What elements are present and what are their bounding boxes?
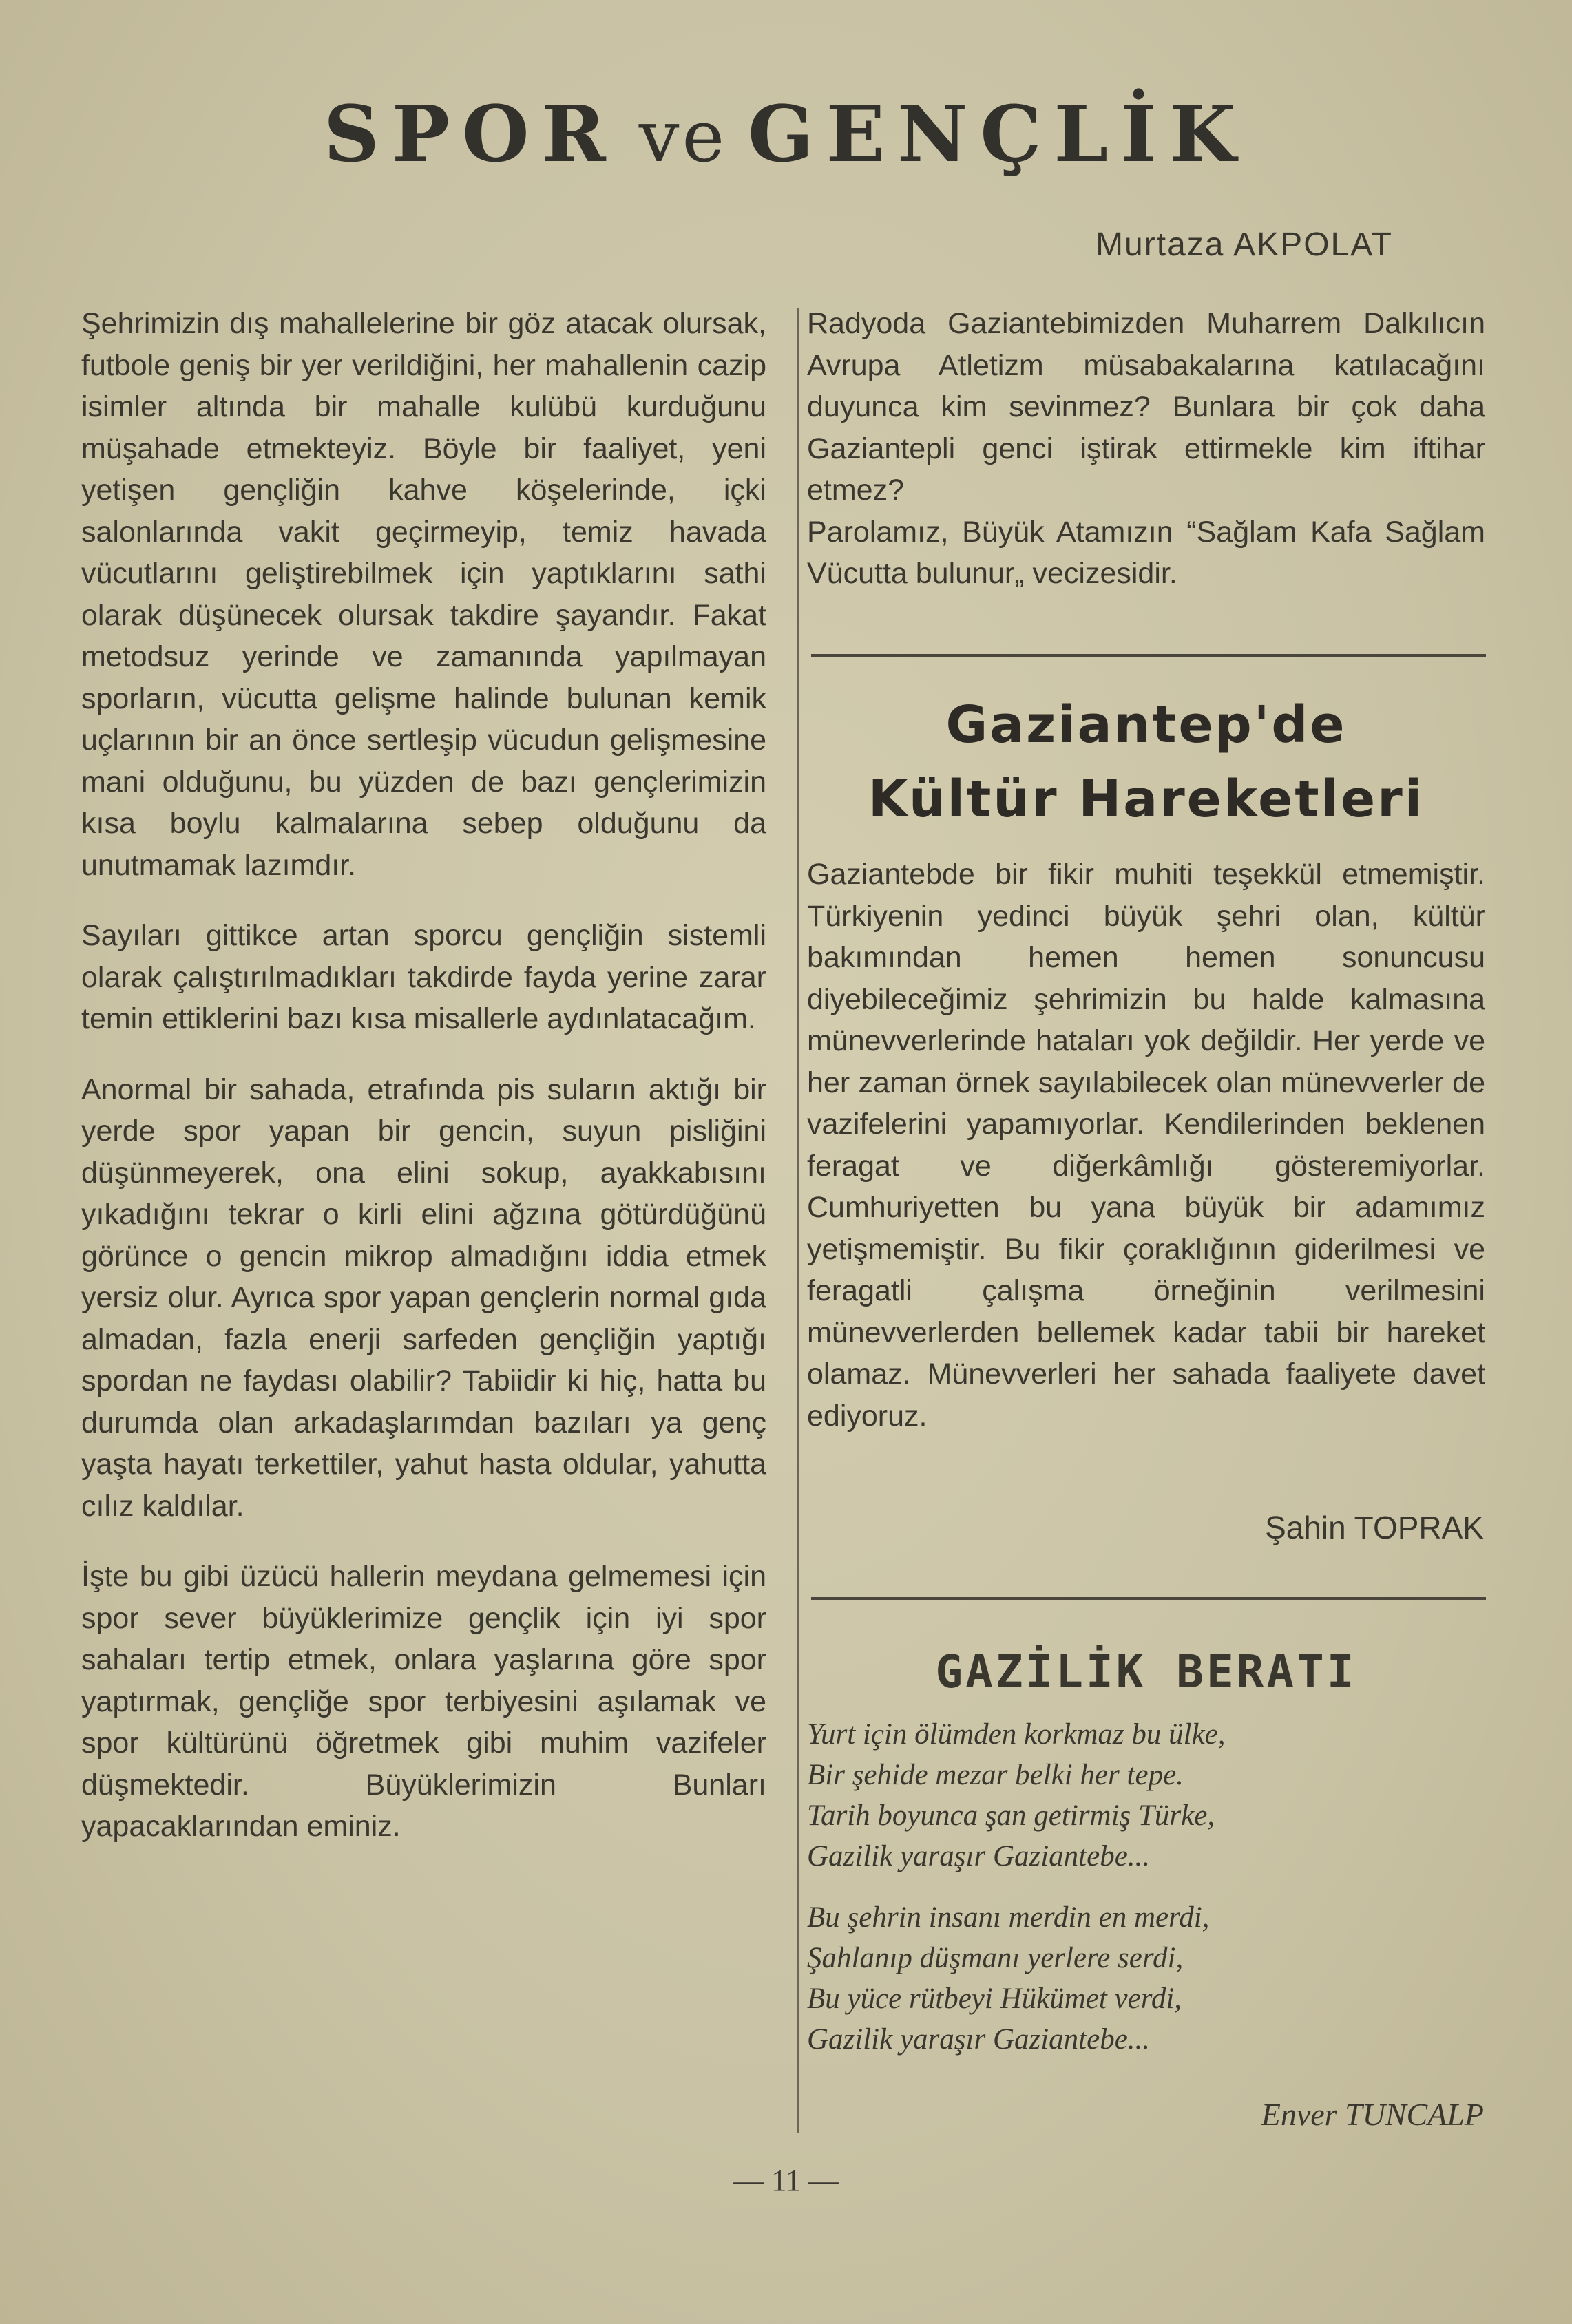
paragraph: Radyoda Gaziantebimizden Muharrem Dalkılıcın Avrupa Atletizm müsabakalarına katılacağını duyunca kim sevinmez? Bunlara bir çok daha Gaziantepli genci iştirak ettirmekle kim iftihar etmez? (807, 307, 1485, 507)
article3-author: Enver TUNCALP (1261, 2097, 1484, 2132)
section-rule (811, 1597, 1486, 1600)
page-title (0, 89, 1572, 180)
article2-author: Şahin TOPRAK (1265, 1510, 1484, 1545)
paragraph: Sayıları gittikce artan sporcu gençliğin sistemli olarak çalıştırılmadıkları takdirde fayda yerine zarar temin ettiklerini bazı kısa misallerle aydınlatacağım. (81, 919, 766, 1035)
article2-title-line1: Gaziantep'de (945, 695, 1347, 754)
poem-line: Gazilik yaraşır Gaziantebe... (807, 1840, 1151, 1872)
poem-line: Gazilik yaraşır Gaziantebe... (807, 2023, 1151, 2056)
paragraph: Parolamız, Büyük Atamızın “Sağlam Kafa Sağlam Vücutta bulunur„ vecizesidir. (807, 515, 1485, 590)
left-column (81, 303, 766, 1848)
paragraph: İşte bu gibi üzücü hallerin meydana gelmemesi için spor sever büyüklerimize gençlik için iyi spor sahaları tertip etmek, onlara yaşlarına göre spor yaptırmak, gençliğe spor terbiyesini aşılamak ve spor kültürünü öğretmek gibi muhim vazifeler düşmektedir. Büyüklerimizin Bunları yapacaklarından eminiz. (81, 1560, 766, 1843)
title-word-ve: ve (638, 94, 728, 178)
poem-line: Şahlanıp düşmanı yerlere serdi, (807, 1942, 1184, 1974)
title-word-spor: SPOR (323, 89, 618, 180)
paragraph: Gaziantebde bir fikir muhiti teşekkül etmemiştir. Türkiyenin yedinci büyük şehri olan, kültür bakımından hemen hemen sonuncusu diyebileceğimiz şehrimizin bu halde kalmasına münevverlerinde hataları yok değildir. Her yerde ve her zaman örnek sayılabilecek olan münevverler de vazifelerini yapamıyorlar. Kendilerinden beklenen feragat ve diğerkâmlığı gösteremiyorlar. Cumhuriyetten bu yana büyük bir adamımız yetişmemiştir. Bu fikir çoraklığının giderilmesi ve feragatli çalışma örneğinin verilmesini münevverlerden bellemek kadar tabii bir hareket olamaz. Münevverleri her sahada faaliyete davet ediyoruz. (807, 858, 1485, 1433)
poem-line: Tarih boyunca şan getirmiş Türke, (807, 1799, 1215, 1832)
title-word-genclik: GENÇLİK (748, 89, 1249, 180)
article-author: Murtaza AKPOLAT (1096, 226, 1393, 263)
paragraph: Şehrimizin dış mahallelerine bir göz atacak olursak, futbole geniş bir yer verildiğini, her mahallenin cazip isimler altında bir mahalle kulübü kurduğunu müşahade etmekteyiz. Böyle bir faaliyet, yeni yetişen gençliğin kahve köşelerinde, içki salonlarında vakit geçirmeyip, temiz havada vücutlarını geliştirebilmek için yaptıklarını sathi olarak düşünecek olursak takdire şayandır. Fakat metodsuz yerinde ve zamanında yapılmayan sporların, vücutta gelişme halinde bulunan kemik uçlarının bir an önce sertleşip vücudun gelişmesine mani olduğunu, bu yüzden de bazı gençlerimizin kısa boylu kalmalarına sebep olduğunu da unutmamak lazımdır. (81, 307, 766, 882)
article3-title: GAZİLİK BERATI (935, 1645, 1357, 1698)
paragraph: Anormal bir sahada, etrafında pis suların aktığı bir yerde spor yapan bir gencin, suyun pisliğini düşünmeyerek, ona elini sokup, ayakkabısını yıkadığını tekrar o kirli elini ağzına götürdüğünü görünce o gencin mikrop almadığını iddia etmek yersiz olur. Ayrıca spor yapan gençlerin normal gıda almadan, fazla enerji sarfeden gençliğin yaptığı spordan ne faydası olabilir? Tabiidir ki hiç, hatta bu durumda olan arkadaşlarımdan bazıları ya genç yaşta hayatı terkettiler, yahut hasta oldular, yahutta cılız kaldılar. (81, 1073, 766, 1523)
column-divider (797, 308, 799, 2133)
article2-title-line2: Kültür Hareketleri (868, 770, 1425, 829)
poem-line: Bu yüce rütbeyi Hükümet verdi, (807, 1983, 1182, 2015)
poem-line: Bu şehrin insanı merdin en merdi, (807, 1901, 1210, 1934)
poem-line: Bir şehide mezar belki her tepe. (807, 1759, 1184, 1791)
section-rule (811, 654, 1486, 657)
article2-body (807, 854, 1485, 1437)
page-number: — 11 — (733, 2164, 839, 2197)
right-column-continuation (807, 303, 1485, 595)
poem (807, 1714, 1485, 2060)
poem-line: Yurt için ölümden korkmaz bu ülke, (807, 1718, 1226, 1751)
